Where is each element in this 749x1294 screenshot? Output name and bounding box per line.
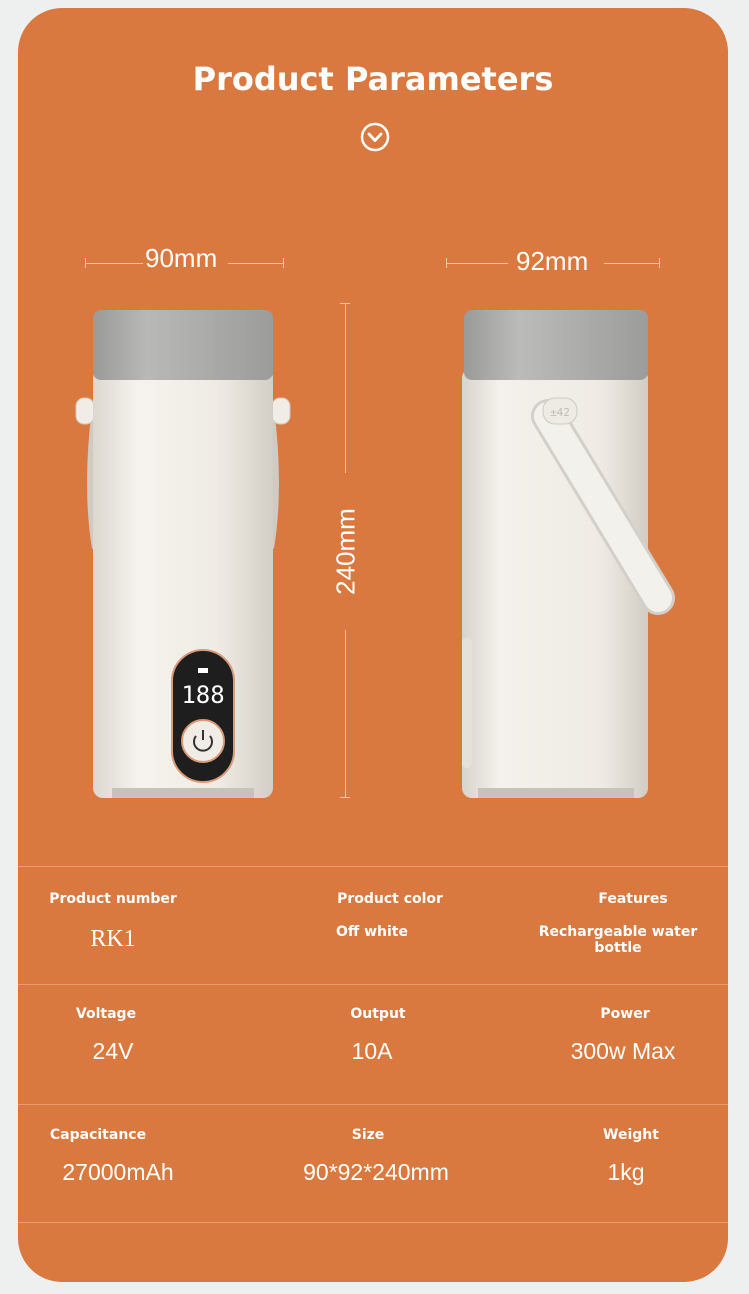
spec-value-capacitance: 27000mAh <box>62 1159 174 1185</box>
chevron-down-circle-icon <box>360 122 390 152</box>
divider <box>18 1222 728 1223</box>
side-marking: ±42 <box>550 406 570 419</box>
display-reading: 188 <box>181 681 225 709</box>
dimension-line-front-right <box>228 263 284 264</box>
spec-label-size: Size <box>351 1127 385 1143</box>
divider <box>18 866 728 867</box>
height-dimension-line-top <box>345 303 346 473</box>
side-width-label: 92mm <box>516 246 589 276</box>
product-side-view <box>448 298 708 808</box>
spec-value-output: 10A <box>351 1038 393 1064</box>
height-dimension-line-bottom <box>345 630 346 798</box>
spec-value-product-number: RK1 <box>90 926 136 952</box>
spec-label-voltage: Voltage <box>75 1006 137 1022</box>
spec-value-features: Rechargeable water bottle <box>538 924 698 956</box>
product-front-view <box>68 298 298 808</box>
front-width-label: 90mm <box>145 243 218 273</box>
spec-label-output: Output <box>350 1006 406 1022</box>
spec-label-weight: Weight <box>603 1127 659 1143</box>
spec-label-capacitance: Capacitance <box>49 1127 147 1143</box>
spec-value-weight: 1kg <box>607 1159 645 1185</box>
dimension-line-side-right <box>604 263 660 264</box>
spec-value-power: 300w Max <box>570 1038 676 1064</box>
divider <box>18 984 728 985</box>
dimension-tick <box>283 258 284 268</box>
spec-label-power: Power <box>600 1006 650 1022</box>
page-title: Product Parameters <box>192 60 554 98</box>
height-label: 240mm <box>330 508 361 595</box>
dimension-tick <box>340 797 350 798</box>
dimension-line-front <box>85 263 143 264</box>
dimension-line-side <box>446 263 508 264</box>
spec-value-product-color: Off white <box>335 924 408 940</box>
spec-value-voltage: 24V <box>92 1038 134 1064</box>
spec-label-features: Features <box>598 891 668 907</box>
spec-label-product-number: Product number <box>49 891 177 907</box>
dimension-tick <box>85 258 86 268</box>
product-parameters-card <box>18 8 728 1282</box>
divider <box>18 1104 728 1105</box>
spec-label-product-color: Product color <box>337 891 443 907</box>
dimension-tick <box>340 303 350 304</box>
dimension-tick <box>659 258 660 268</box>
dimension-tick <box>446 258 447 268</box>
spec-value-size: 90*92*240mm <box>303 1159 449 1185</box>
